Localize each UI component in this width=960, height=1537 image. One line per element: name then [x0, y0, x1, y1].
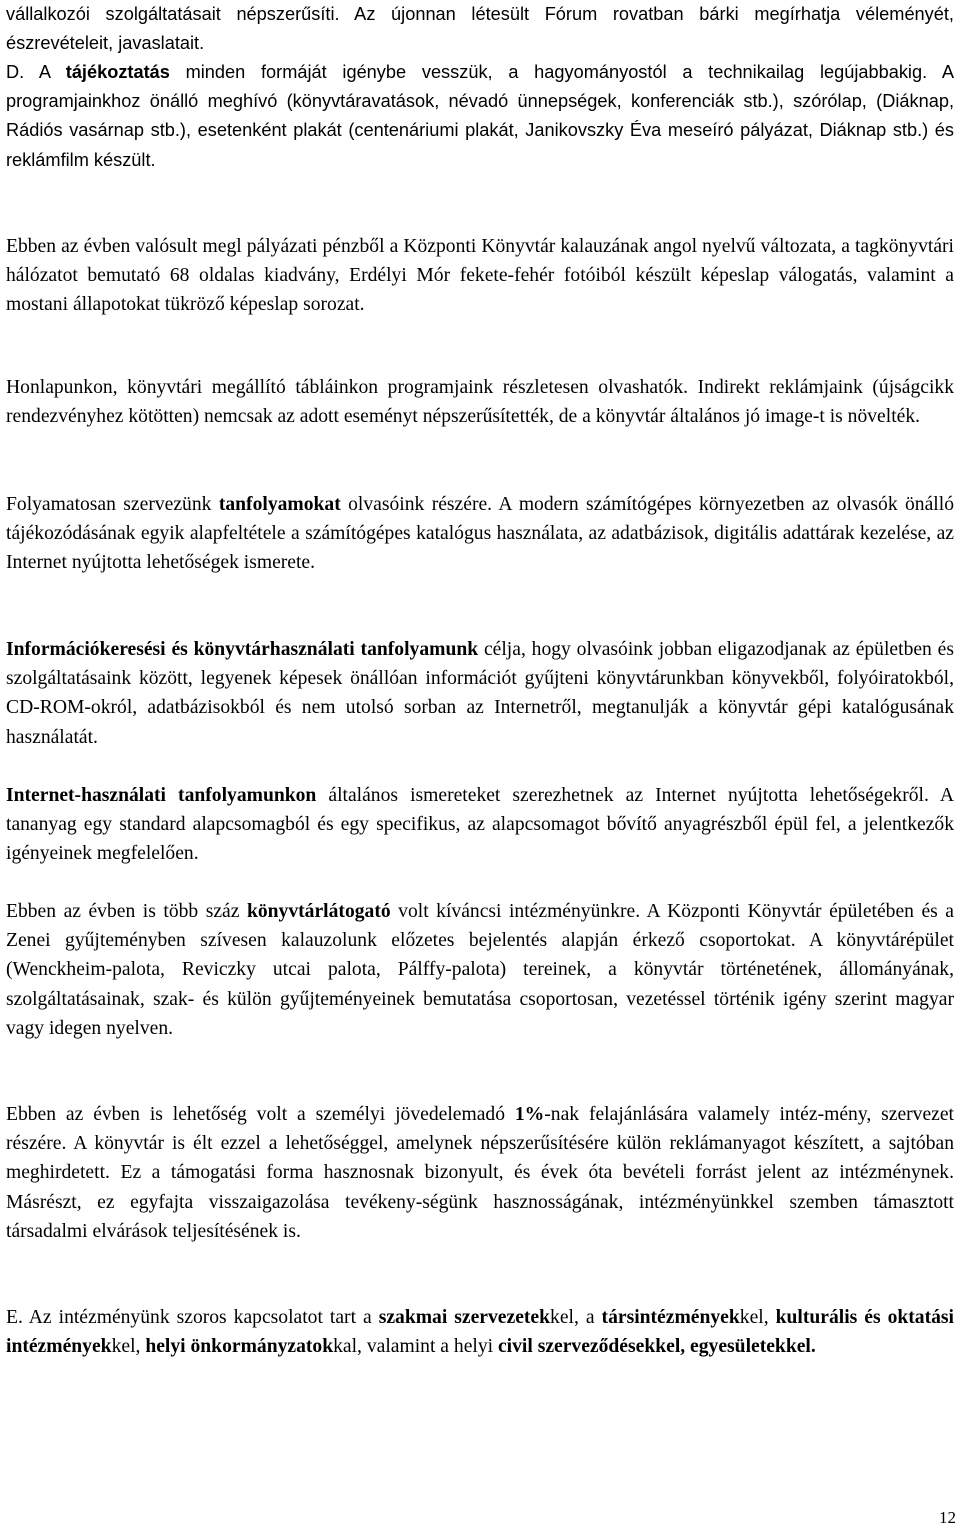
paragraph-7 [6, 781, 954, 869]
text-run: -nak felajánlására valamely intéz-mény, szervezet részére. A könyvtár is élt ezzel a lehetőséggel, amelynek népszerűsítésére külön reklámanyagot készített, a sajtóban meghirdetett. Ez a támogatási forma hasznosnak bizonyult, és évek óta bevételi forrást jelent az intézménynek. Másrészt, ez egyfajta visszaigazolása tevékeny-ségünk hasznosságának, intézményünkkel szemben támasztott társadalmi elvárások teljesítésének is. [6, 1104, 954, 1242]
paragraph-1 [6, 0, 954, 58]
bold-text-run: helyi önkormányzatok [145, 1336, 334, 1358]
paragraph-3 [6, 232, 954, 320]
text-run: Ebben az évben is több száz [6, 901, 247, 922]
paragraph-10 [6, 1303, 954, 1361]
text-run: D. A [6, 62, 66, 82]
bold-text-run: kulturális és oktatási intézmények [6, 1307, 954, 1358]
paragraph-2 [6, 58, 954, 175]
text-run: vállalkozói szolgáltatásait népszerűsíti. Az újonnan létesült Fórum rovatban bárki megírhatja véleményét, észrevételeit, javaslatait. [6, 4, 954, 54]
paragraph-9 [6, 1100, 954, 1246]
bold-text-run: civil szerveződésekkel, egyesületekkel. [497, 1336, 816, 1358]
text-run: olvasóink részére. A modern számítógépes környezetben az olvasók önálló tájékozódásának egyik alapfeltétele a számítógépes katalógus használata, az adatbázisok, digitális adattárak kezelése, az Internet nyújtotta lehetőségek ismerete. [6, 494, 954, 574]
bold-text-run: szakmai szervezetek [378, 1307, 551, 1328]
text-run: Ebben az évben is lehetőség volt a személyi jövedelemadó [6, 1104, 515, 1125]
bold-text-run: tanfolyamokat [218, 494, 341, 515]
text-run: kel, a [550, 1307, 602, 1328]
text-run: kel, [739, 1307, 776, 1328]
bold-text-run: társintézmények [601, 1307, 740, 1328]
text-run: Folyamatosan szervezünk [6, 494, 219, 515]
text-run: általános ismereteket szerezhetnek az Internet nyújtotta lehetőségekről. A tananyag egy standard alapcsomagból és egy specifikus, az alapcsomagot bővítő anyagrészből épül fel, a jelentkezők igényeinek megfelelően. [6, 785, 955, 865]
bold-text-run: 1% [514, 1104, 545, 1125]
paragraph-8 [6, 897, 954, 1043]
page-number: 12 [939, 1508, 956, 1527]
bold-text-run: Internet-használati tanfolyamunkon [6, 785, 317, 806]
text-run: kal, valamint a helyi [333, 1336, 498, 1358]
bold-text-run: tájékoztatás [65, 62, 170, 82]
text-run: kel, [111, 1336, 146, 1358]
text-run: célja, hogy olvasóink jobban eligazodjanak az épületben és szolgáltatásaink között, legyenek képesek önállóan információt gyűjteni könyvtárunkban könyvekből, folyóiratokból, CD-ROM-okról, adatbázisokból és nem utolsó sorban az Internetről, megtanulják a könyvtár gépi katalógusának használatát. [6, 639, 955, 748]
text-run: E. Az intézményünk szoros kapcsolatot tart a [6, 1307, 379, 1328]
paragraph-6 [6, 635, 954, 752]
text-run: volt kíváncsi intézményünkre. A Központi Könyvtár épületében és a Zenei gyűjteményben szívesen kalauzolunk előzetes bejelentés alapján érkező csoportokat. A könyvtárépület (Wenckheim-palota, Reviczky utcai palota, Pálffy-palota) tereinek, a könyvtár történetének, állományának, szolgáltatásainak, szak- és külön gyűjteményeinek bemutatása csoportosan, vezetéssel történik igény szerint magyar vagy idegen nyelven. [6, 901, 954, 1039]
text-run: minden formáját igénybe vesszük, a hagyományostól a technikailag legújabbakig. A programjainkhoz önálló meghívó (könyvtáravatások, névadó ünnepségek, konferenciák stb.), szórólap, (Diáknap, Rádiós vasárnap stb.), esetenként plakát (centenáriumi plakát, Janikovszky Éva meseíró pályázat, Diáknap stb.) és reklámfilm készült. [6, 62, 954, 170]
bold-text-run: könyvtárlátogató [246, 901, 391, 922]
bold-text-run: Információkeresési és könyvtárhasználati tanfolyamunk [6, 639, 479, 660]
text-run: Ebben az évben valósult megl pályázati pénzből a Központi Könyvtár kalauzának angol nyelvű változata, a tagkönyvtári hálózatot bemutató 68 oldalas kiadvány, Erdélyi Mór fekete-fehér fotóiból készült képeslap válogatás, valamint a mostani állapotokat tükröző képeslap sorozat. [6, 236, 954, 316]
paragraph-4 [6, 373, 954, 431]
text-run: Honlapunkon, könyvtári megállító tábláinkon programjaink részletesen olvashatók. Indirekt reklámjaink (újságcikk rendezvényhez kötötten) nemcsak az adott eseményt népszerűsítették, de a könyvtár általános jó image-t is növelték. [6, 377, 954, 428]
paragraph-5 [6, 490, 954, 578]
